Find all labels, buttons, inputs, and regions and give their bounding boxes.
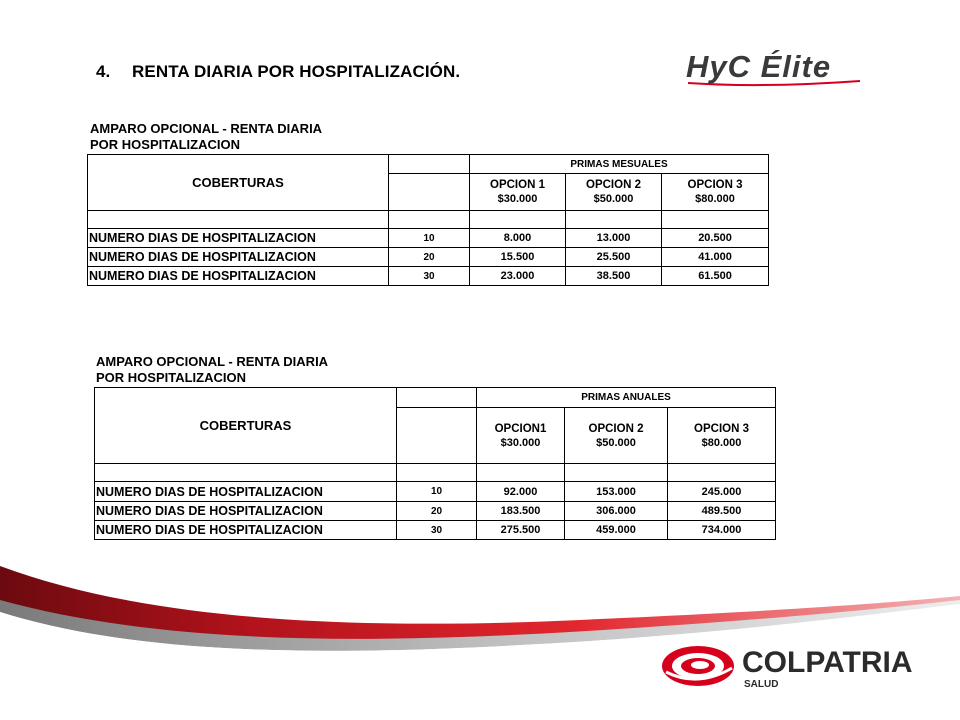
table-row — [95, 521, 776, 540]
annual-premiums-header: PRIMAS ANUALES — [477, 388, 776, 408]
annual-block-title — [96, 354, 328, 386]
row-label: NUMERO DIAS DE HOSPITALIZACION — [95, 521, 397, 540]
row-value: 183.500 — [477, 502, 565, 521]
row-value: 25.500 — [566, 248, 662, 267]
row-label: NUMERO DIAS DE HOSPITALIZACION — [88, 229, 389, 248]
annual-option-3: OPCION 3 $80.000 — [668, 408, 776, 464]
annual-blank-cell — [397, 388, 477, 408]
annual-coverage-header: COBERTURAS — [95, 388, 397, 464]
row-value: 13.000 — [566, 229, 662, 248]
monthly-option-3: OPCION 3 $80.000 — [662, 174, 769, 211]
colpatria-salud-logo — [658, 642, 938, 690]
row-value: 734.000 — [668, 521, 776, 540]
table-row — [88, 248, 769, 267]
monthly-blank-cell — [389, 174, 470, 211]
monthly-premiums-header: PRIMAS MESUALES — [470, 155, 769, 174]
row-value: 459.000 — [565, 521, 668, 540]
row-value: 275.500 — [477, 521, 565, 540]
annual-block-title-line1: AMPARO OPCIONAL - RENTA DIARIA — [96, 354, 329, 369]
row-days: 20 — [389, 248, 470, 267]
row-value: 92.000 — [477, 482, 565, 502]
table-row — [95, 482, 776, 502]
row-label: NUMERO DIAS DE HOSPITALIZACION — [95, 502, 397, 521]
row-label: NUMERO DIAS DE HOSPITALIZACION — [88, 267, 389, 286]
row-value: 15.500 — [470, 248, 566, 267]
row-value: 489.500 — [668, 502, 776, 521]
monthly-option-1: OPCION 1 $30.000 — [470, 174, 566, 211]
annual-block-title-line2: POR HOSPITALIZACION — [96, 370, 246, 385]
row-value: 38.500 — [566, 267, 662, 286]
row-days: 10 — [397, 482, 477, 502]
row-label: NUMERO DIAS DE HOSPITALIZACION — [95, 482, 397, 502]
monthly-coverage-header: COBERTURAS — [88, 155, 389, 211]
row-value: 306.000 — [565, 502, 668, 521]
slide-title-text: RENTA DIARIA POR HOSPITALIZACIÓN. — [132, 62, 461, 81]
hyc-elite-logo-text: HyC Élite — [686, 50, 832, 84]
monthly-block-title-line2: POR HOSPITALIZACION — [90, 137, 240, 152]
hyc-elite-logo — [684, 50, 862, 88]
table-row — [88, 267, 769, 286]
slide-number: 4. — [96, 62, 111, 81]
row-label: NUMERO DIAS DE HOSPITALIZACION — [88, 248, 389, 267]
monthly-empty-row — [88, 211, 769, 229]
annual-option-2: OPCION 2 $50.000 — [565, 408, 668, 464]
row-days: 30 — [397, 521, 477, 540]
row-value: 20.500 — [662, 229, 769, 248]
table-row — [88, 229, 769, 248]
row-value: 23.000 — [470, 267, 566, 286]
row-value: 61.500 — [662, 267, 769, 286]
monthly-premiums-table — [87, 154, 769, 286]
colpatria-logo-subtext: SALUD — [744, 679, 779, 690]
decorative-swoosh — [0, 560, 960, 720]
row-days: 10 — [389, 229, 470, 248]
monthly-block-title — [90, 121, 322, 153]
slide-title — [96, 62, 460, 82]
monthly-option-2: OPCION 2 $50.000 — [566, 174, 662, 211]
row-value: 245.000 — [668, 482, 776, 502]
annual-option-1: OPCION1 $30.000 — [477, 408, 565, 464]
row-days: 20 — [397, 502, 477, 521]
colpatria-logo-text: COLPATRIA — [742, 646, 913, 679]
row-days: 30 — [389, 267, 470, 286]
monthly-blank-cell — [389, 155, 470, 174]
row-value: 41.000 — [662, 248, 769, 267]
annual-premiums-table — [94, 387, 776, 540]
annual-header-row — [95, 388, 776, 408]
row-value: 8.000 — [470, 229, 566, 248]
annual-blank-cell — [397, 408, 477, 464]
row-value: 153.000 — [565, 482, 668, 502]
annual-empty-row — [95, 464, 776, 482]
monthly-header-row — [88, 155, 769, 174]
monthly-block-title-line1: AMPARO OPCIONAL - RENTA DIARIA — [90, 121, 323, 136]
table-row — [95, 502, 776, 521]
colpatria-swirl-icon — [662, 646, 734, 686]
